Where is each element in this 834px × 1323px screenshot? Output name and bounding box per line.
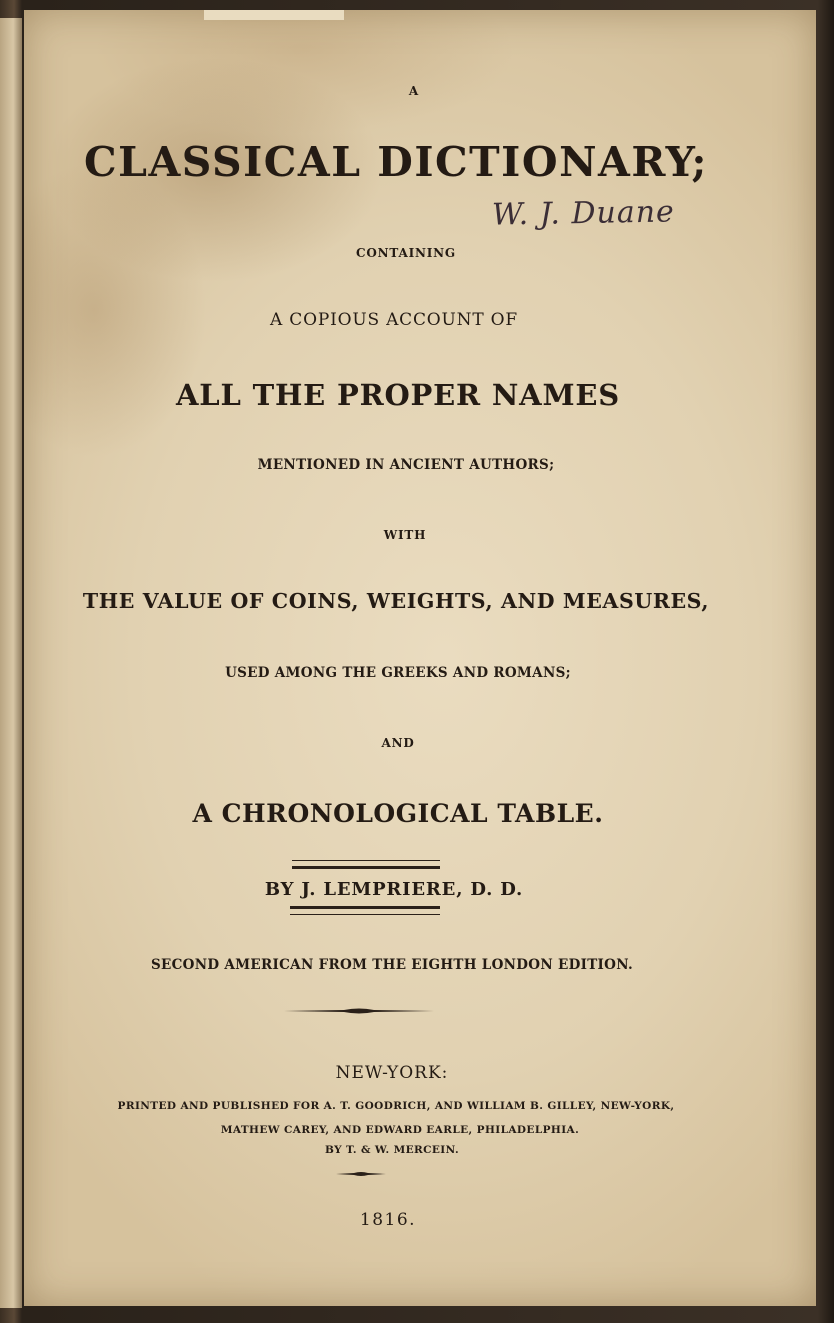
copious-account-line: A COPIOUS ACCOUNT OF bbox=[270, 310, 518, 330]
imprint-line-2: MATHEW CAREY, AND EDWARD EARLE, PHILADELPHIA. bbox=[220, 1124, 580, 1136]
author-rule-bottom bbox=[290, 906, 440, 909]
author-rule-bottom-thin bbox=[290, 914, 440, 915]
title-page bbox=[24, 10, 816, 1306]
book-title: CLASSICAL DICTIONARY; bbox=[83, 138, 709, 186]
imprint-line-1: PRINTED AND PUBLISHED FOR A. T. GOODRICH, AND WILLIAM B. GILLEY, NEW-YORK, bbox=[117, 1100, 675, 1112]
containing-label: CONTAINING bbox=[356, 246, 456, 260]
proper-names-heading: ALL THE PROPER NAMES bbox=[176, 378, 620, 412]
author-line: BY J. LEMPRIERE, D. D. bbox=[264, 879, 524, 900]
divider-ornament bbox=[284, 1006, 434, 1016]
author-rule-top-thin bbox=[292, 860, 440, 861]
paper-edge-strip bbox=[204, 10, 344, 20]
facing-page-edge bbox=[0, 18, 22, 1308]
owner-signature: W. J. Duane bbox=[491, 194, 676, 233]
imprint-line-3: BY T. & W. MERCEIN. bbox=[324, 1144, 460, 1156]
coins-heading: THE VALUE OF COINS, WEIGHTS, AND MEASURES, bbox=[82, 589, 710, 613]
mentioned-line: MENTIONED IN ANCIENT AUTHORS; bbox=[257, 457, 555, 473]
and-label: AND bbox=[381, 736, 415, 750]
publication-year: 1816. bbox=[359, 1210, 417, 1230]
small-divider-ornament bbox=[336, 1171, 386, 1177]
greeks-romans-line: USED AMONG THE GREEKS AND ROMANS; bbox=[225, 665, 571, 681]
with-label: WITH bbox=[383, 528, 427, 542]
author-rule-top bbox=[292, 866, 440, 869]
edition-line: SECOND AMERICAN FROM THE EIGHTH LONDON EDITION. bbox=[151, 957, 633, 973]
chronological-table-heading: A CHRONOLOGICAL TABLE. bbox=[192, 799, 604, 828]
publication-place: NEW-YORK: bbox=[335, 1063, 449, 1083]
title-article: A bbox=[408, 84, 420, 98]
